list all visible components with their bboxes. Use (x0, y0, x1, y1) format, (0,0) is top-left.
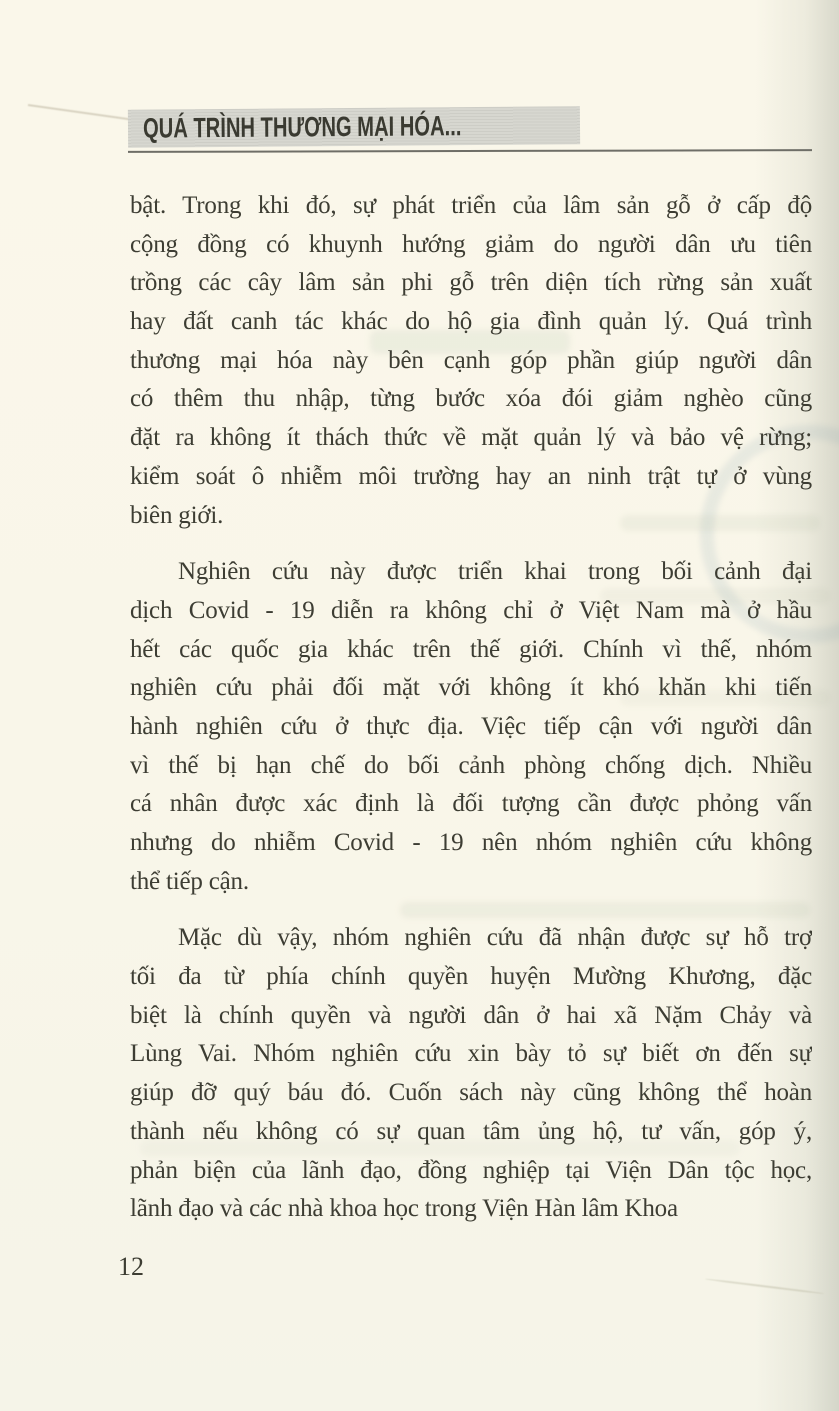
page-number: 12 (118, 1252, 144, 1281)
text-line: hết các quốc gia khác trên thế giới. Chính vì thế, nhóm (130, 635, 812, 663)
text-line: hay đất canh tác khác do hộ gia đình quản lý. Quá trình (130, 308, 812, 336)
text-line: Nghiên cứu này được triển khai trong bối cảnh đại (178, 558, 812, 586)
text-line: nhưng do nhiễm Covid - 19 nên nhóm nghiên cứu không (130, 829, 812, 856)
paragraph (130, 919, 812, 1229)
text-line: vì thế bị hạn chế do bối cảnh phòng chống dịch. Nhiều (130, 751, 812, 779)
text-line: tối đa từ phía chính quyền huyện Mường Khương, đặc (130, 963, 812, 991)
text-line: giúp đỡ quý báu đó. Cuốn sách này cũng không thể hoàn (130, 1079, 812, 1107)
running-header-bar (128, 106, 580, 148)
paragraph (130, 553, 812, 901)
text-line: thương mại hóa này bên cạnh góp phần giúp người dân (130, 346, 812, 374)
text-line: thể tiếp cận. (130, 867, 249, 895)
text-line: lãnh đạo và các nhà khoa học trong Viện Hàn lâm Khoa (130, 1195, 678, 1223)
header-rule (128, 149, 812, 153)
text-line: hành nghiên cứu ở thực địa. Việc tiếp cận với người dân (130, 712, 812, 740)
text-line: cá nhân được xác định là đối tượng cần được phỏng vấn (130, 790, 812, 818)
text-line: Mặc dù vậy, nhóm nghiên cứu đã nhận được sự hỗ trợ (178, 924, 812, 952)
text-line: biên giới. (130, 501, 224, 529)
text-line: bật. Trong khi đó, sự phát triển của lâm sản gỗ ở cấp độ (130, 192, 812, 219)
text-line: đặt ra không ít thách thức về mặt quản lý và bảo vệ rừng; (130, 424, 812, 452)
text-line: cộng đồng có khuynh hướng giảm do người dân ưu tiên (130, 230, 812, 258)
text-line: có thêm thu nhập, từng bước xóa đói giảm nghèo cũng (130, 385, 812, 413)
scan-crease-bottom (705, 1278, 824, 1295)
text-line: Lùng Vai. Nhóm nghiên cứu xin bày tỏ sự biết ơn đến sự (130, 1040, 812, 1068)
paragraph (130, 187, 812, 535)
text-line: thành nếu không có sự quan tâm ủng hộ, tư vấn, góp ý, (130, 1117, 812, 1145)
text-line: biệt là chính quyền và người dân ở hai xã Nặm Chảy và (130, 1001, 812, 1029)
running-header-title: QUÁ TRÌNH THƯƠNG MẠI HÓA... (142, 110, 462, 144)
text-line: nghiên cứu phải đối mặt với không ít khó khăn khi tiến (130, 674, 812, 702)
text-line: kiểm soát ô nhiễm môi trường hay an ninh trật tự ở vùng (130, 462, 812, 490)
text-block (130, 187, 812, 1229)
text-line: trồng các cây lâm sản phi gỗ trên diện tích rừng sản xuất (130, 269, 812, 297)
text-line: phản biện của lãnh đạo, đồng nghiệp tại Viện Dân tộc học, (130, 1156, 812, 1184)
text-line: dịch Covid - 19 diễn ra không chỉ ở Việt Nam mà ở hầu (130, 596, 812, 624)
